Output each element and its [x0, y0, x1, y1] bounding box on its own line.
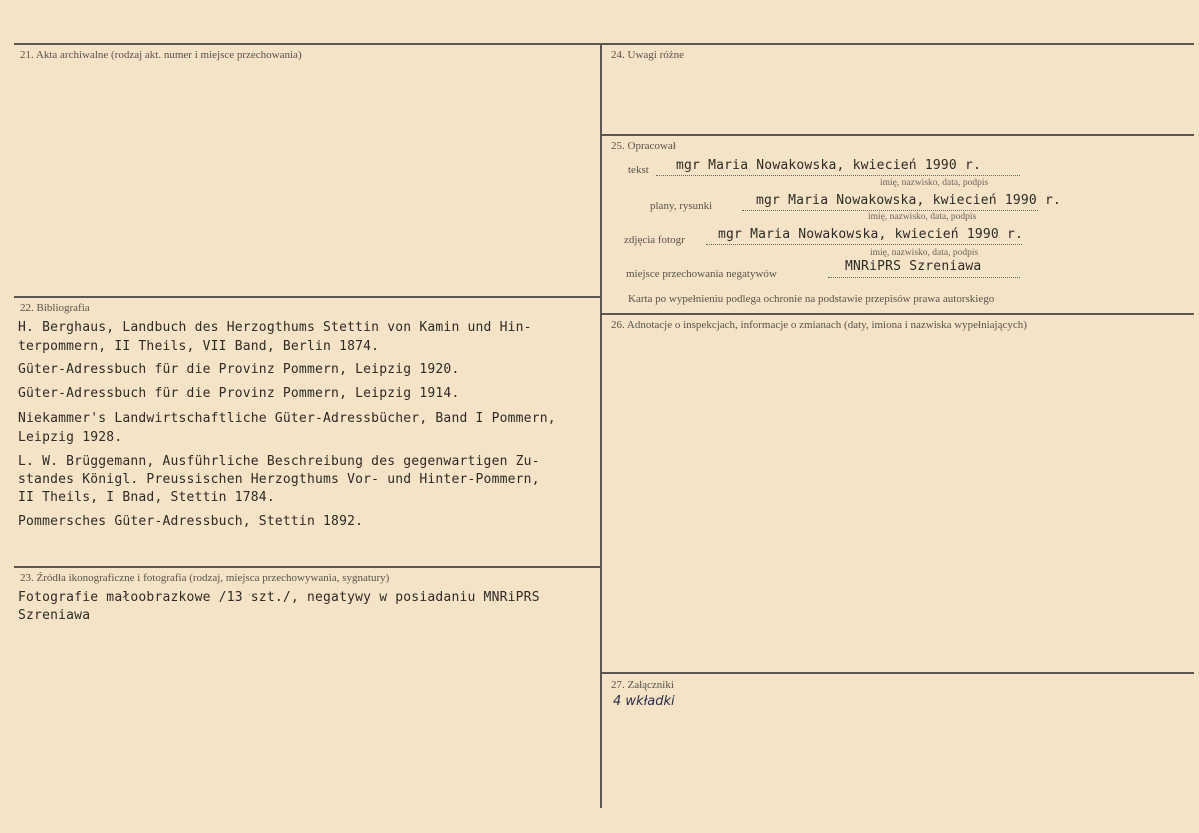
negatywy-value: MNRiPRS Szreniawa [845, 259, 982, 274]
plany-caption: imię, nazwisko, data, podpis [868, 212, 977, 222]
section-27-label: 27. Załączniki [611, 679, 674, 691]
left-rule-22 [14, 296, 601, 298]
right-rule-25 [602, 134, 1194, 136]
bibliografia-line: terpommern, II Theils, VII Band, Berlin 1874. [18, 339, 380, 354]
tekst-value: mgr Maria Nowakowska, kwiecień 1990 r. [676, 158, 982, 173]
zalaczniki-handwritten: 4 wkładki [613, 694, 675, 709]
zdjecia-value: mgr Maria Nowakowska, kwiecień 1990 r. [718, 227, 1024, 242]
plany-label: plany, rysunki [650, 200, 713, 212]
section-25-label: 25. Opracował [611, 140, 676, 152]
plany-dotted-line [742, 210, 1038, 211]
left-rule-23 [14, 566, 601, 568]
bibliografia-line: Güter-Adressbuch für die Provinz Pommern, Leipzig 1920. [18, 362, 460, 377]
bibliografia-line: Leipzig 1928. [18, 430, 123, 445]
section-21-label: 21. Akta archiwalne (rodzaj akt. numer i miejsce przechowania) [20, 49, 302, 61]
right-rule-26 [602, 313, 1194, 315]
section-24-label: 24. Uwagi różne [611, 49, 685, 61]
bibliografia-line: L. W. Brüggemann, Ausführliche Beschreibung des gegenwartigen Zu- [18, 454, 540, 469]
bibliografia-line: H. Berghaus, Landbuch des Herzogthums Stettin von Kamin und Hin- [18, 320, 532, 335]
zrodla-line: Fotografie małoobrazkowe /13 szt./, negatywy w posiadaniu MNRiPRS [18, 590, 540, 605]
bibliografia-line: Pommersches Güter-Adressbuch, Stettin 1892. [18, 514, 364, 529]
section-22-label: 22. Bibliografia [20, 302, 90, 314]
copyright-notice: Karta po wypełnieniu podlega ochronie na podstawie przepisów prawa autorskiego [628, 293, 995, 305]
right-rule-27 [602, 672, 1194, 674]
tekst-dotted-line [656, 175, 1020, 176]
zdjecia-caption: imię, nazwisko, data, podpis [870, 248, 979, 258]
top-rule [14, 43, 1194, 45]
bibliografia-line: II Theils, I Bnad, Stettin 1784. [18, 490, 275, 505]
tekst-label: tekst [628, 164, 649, 176]
bibliografia-line: Güter-Adressbuch für die Provinz Pommern, Leipzig 1914. [18, 386, 460, 401]
plany-value: mgr Maria Nowakowska, kwiecień 1990 r. [756, 193, 1062, 208]
zrodla-line: Szreniawa [18, 608, 91, 623]
bibliografia-line: Niekammer's Landwirtschaftliche Güter-Adressbücher, Band I Pommern, [18, 411, 556, 426]
tekst-caption: imię, nazwisko, data, podpis [880, 178, 989, 188]
negatywy-label: miejsce przechowania negatywów [626, 268, 777, 280]
center-divider [600, 43, 602, 808]
zdjecia-label: zdjęcia fotogr [624, 234, 685, 246]
section-23-label: 23. Źródła ikonograficzne i fotografia (rodzaj, miejsca przechowywania, sygnatury) [20, 572, 390, 584]
section-26-label: 26. Adnotacje o inspekcjach, informacje o zmianach (daty, imiona i nazwiska wypełniających) [611, 319, 1027, 331]
negatywy-dotted-line [828, 277, 1020, 278]
bibliografia-line: standes Königl. Preussischen Herzogthums Vor- und Hinter-Pommern, [18, 472, 540, 487]
zdjecia-dotted-line [706, 244, 1022, 245]
